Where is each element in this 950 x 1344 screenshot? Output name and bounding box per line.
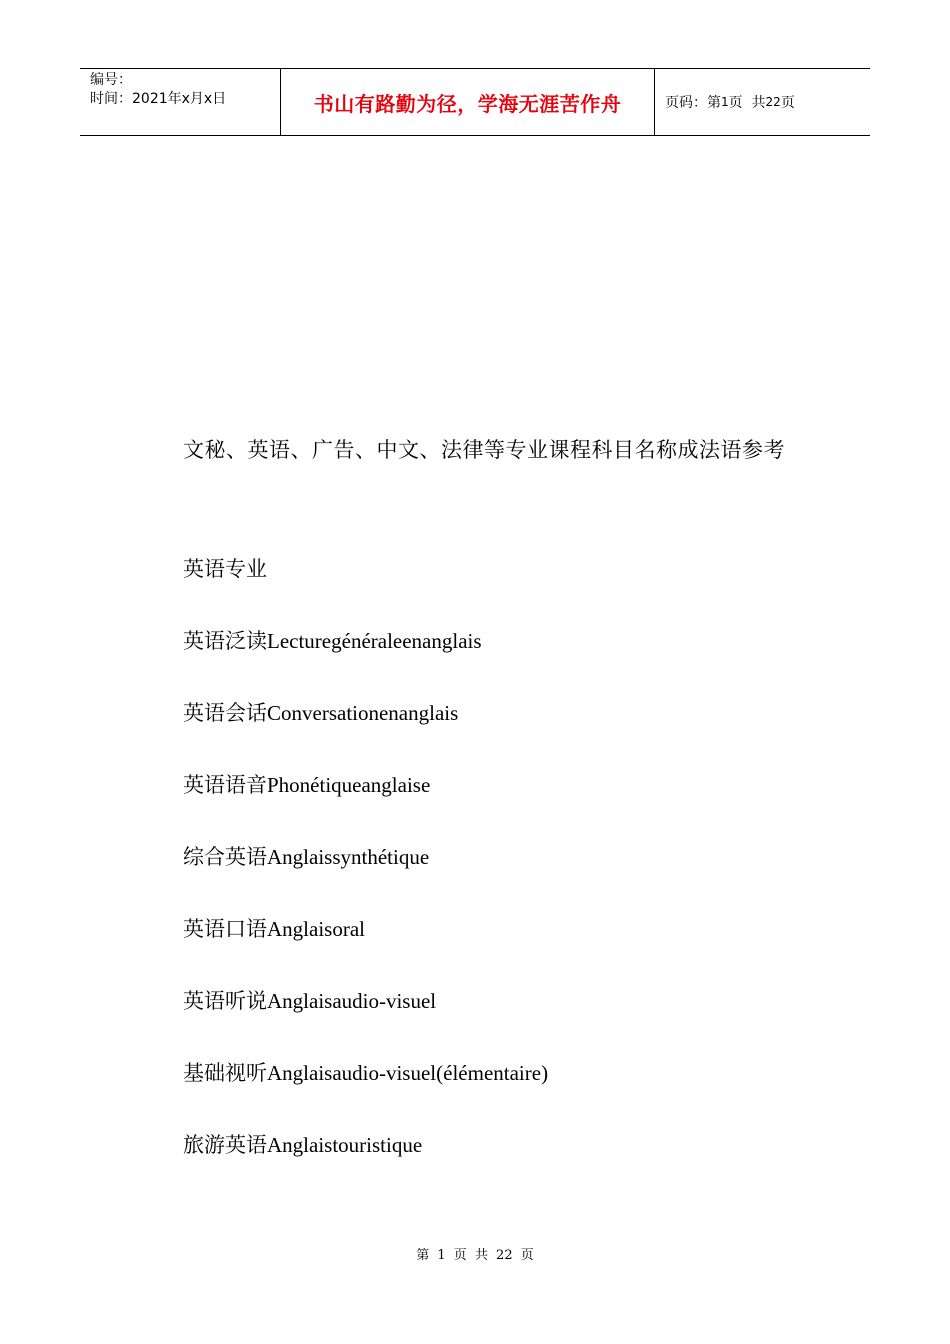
entry-8 bbox=[183, 1130, 422, 1160]
entry-fr: Lecturegénéraleenanglais bbox=[267, 629, 482, 653]
entry-5 bbox=[183, 914, 365, 944]
entry-fr: Conversationenanglais bbox=[267, 701, 459, 725]
code-label: 编号： bbox=[90, 72, 132, 88]
entry-4 bbox=[183, 842, 429, 872]
entry-zh: 综合英语 bbox=[183, 845, 267, 869]
header-meta bbox=[80, 69, 281, 135]
entry-fr: Anglaistouristique bbox=[267, 1133, 423, 1157]
entry-fr: Phonétiqueanglaise bbox=[267, 773, 431, 797]
page-mid: 页 共 bbox=[728, 95, 766, 111]
entry-zh: 英语专业 bbox=[183, 557, 267, 581]
document-title: 文秘、英语、广告、中文、法律等专业课程科目名称成法语参考 bbox=[183, 438, 785, 462]
entry-1 bbox=[183, 626, 482, 656]
entry-zh: 英语会话 bbox=[183, 701, 267, 725]
entry-2 bbox=[183, 698, 458, 728]
entry-zh: 基础视听 bbox=[183, 1061, 267, 1085]
header-page-info bbox=[655, 69, 870, 135]
date-label: 时间：2021年x月x日 bbox=[90, 91, 227, 107]
entry-fr: Anglaisaudio-visuel(élémentaire) bbox=[267, 1061, 549, 1085]
entry-fr: Anglaisaudio-visuel bbox=[267, 989, 437, 1013]
entry-fr: Anglaisoral bbox=[267, 917, 365, 941]
entry-3 bbox=[183, 770, 430, 800]
entry-0 bbox=[183, 554, 267, 584]
entry-7 bbox=[183, 1058, 548, 1088]
page-prefix: 页码：第 bbox=[665, 95, 721, 111]
entry-6 bbox=[183, 986, 436, 1016]
entry-zh: 英语口语 bbox=[183, 917, 267, 941]
entry-fr: Anglaissynthétique bbox=[267, 845, 430, 869]
page-footer: 第 1 页 共 22 页 bbox=[416, 1248, 534, 1263]
page-suffix: 页 bbox=[780, 95, 795, 111]
page-number: 1 bbox=[721, 95, 729, 109]
entry-zh: 英语听说 bbox=[183, 989, 267, 1013]
header-motto: 书山有路勤为径，学海无涯苦作舟 bbox=[281, 69, 655, 135]
entry-zh: 旅游英语 bbox=[183, 1133, 267, 1157]
page-header bbox=[80, 68, 870, 136]
page-total: 22 bbox=[765, 95, 781, 109]
entry-zh: 英语语音 bbox=[183, 773, 267, 797]
entry-zh: 英语泛读 bbox=[183, 629, 267, 653]
